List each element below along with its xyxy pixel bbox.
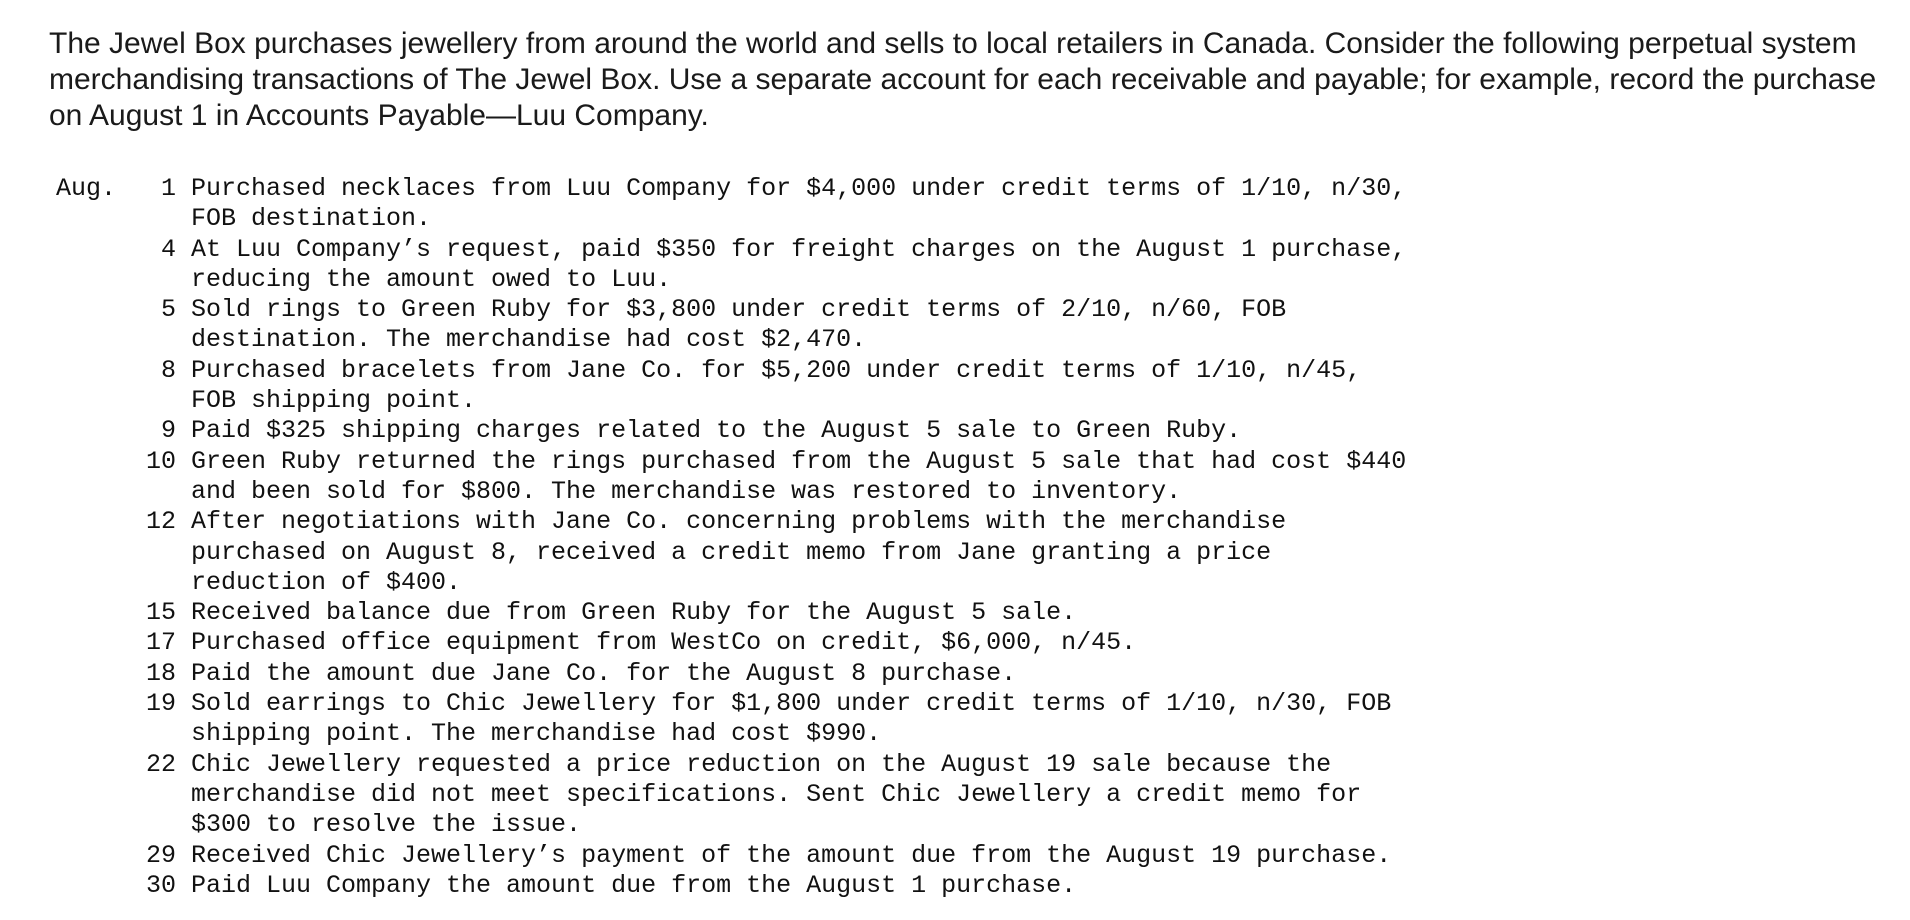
- description-line: Paid the amount due Jane Co. for the August 8 purchase.: [191, 658, 1017, 688]
- transaction-day: 29: [145, 840, 176, 870]
- problem-intro: The Jewel Box purchases jewellery from around the world and sells to local retailers in Canada. Consider the following perpetual system merchandising transactions of The Jewel Box. Use a separate account for each receivable and payable; for example, record the purchase on August 1 in Accounts Payable—Luu Company.: [49, 27, 1877, 132]
- transaction-row: [50, 507, 1406, 598]
- transaction-description: [191, 235, 1406, 296]
- transaction-month: [50, 447, 132, 508]
- transaction-row: [50, 416, 1406, 446]
- transaction-month: [50, 628, 132, 658]
- transaction-month: [50, 598, 132, 628]
- transaction-day: 12: [145, 507, 176, 537]
- transaction-day: 8: [160, 355, 176, 385]
- description-line: Received balance due from Green Ruby for the August 5 sale.: [191, 598, 1077, 628]
- description-line: FOB shipping point.: [191, 386, 477, 416]
- description-line: Received Chic Jewellery’s payment of the amount due from the August 19 purchase.: [191, 840, 1392, 870]
- transaction-description: [191, 689, 1406, 750]
- description-line: Purchased office equipment from WestCo on credit, $6,000, n/45.: [191, 628, 1137, 658]
- transaction-day: 4: [160, 234, 176, 264]
- description-line: destination. The merchandise had cost $2,470.: [191, 325, 867, 355]
- description-line: At Luu Company’s request, paid $350 for freight charges on the August 1 purchase,: [191, 234, 1407, 264]
- description-line: FOB destination.: [191, 204, 432, 234]
- transaction-row: [50, 750, 1406, 841]
- description-line: Purchased necklaces from Luu Company for $4,000 under credit terms of 1/10, n/30,: [191, 174, 1407, 203]
- transaction-description: [191, 841, 1406, 871]
- transaction-day: 10: [145, 446, 176, 476]
- transaction-row: [50, 447, 1406, 508]
- transaction-month: [50, 235, 132, 296]
- transaction-row: [50, 841, 1406, 871]
- transaction-row: [50, 356, 1406, 417]
- transaction-day: 5: [160, 295, 176, 325]
- description-line: Paid $325 shipping charges related to the August 5 sale to Green Ruby.: [191, 416, 1242, 446]
- description-line: purchased on August 8, received a credit memo from Jane granting a price: [191, 537, 1272, 567]
- transaction-description: [191, 174, 1406, 235]
- description-line: shipping point. The merchandise had cost $990.: [191, 719, 882, 749]
- transaction-row: [50, 174, 1406, 235]
- transaction-description: [191, 659, 1406, 689]
- transaction-day: 19: [145, 689, 176, 719]
- description-line: After negotiations with Jane Co. concerning problems with the merchandise: [191, 507, 1287, 537]
- transaction-row: [50, 659, 1406, 689]
- description-line: Sold rings to Green Ruby for $3,800 under credit terms of 2/10, n/60, FOB: [191, 295, 1287, 325]
- transaction-month: [50, 750, 132, 841]
- transaction-description: [191, 295, 1406, 356]
- transactions-body: [50, 174, 1406, 901]
- description-line: reducing the amount owed to Luu.: [191, 264, 672, 294]
- transactions-table: [50, 174, 1406, 901]
- description-line: $300 to resolve the issue.: [191, 810, 582, 840]
- transaction-month: Aug.: [56, 174, 117, 203]
- transaction-day: 9: [160, 416, 176, 446]
- description-line: Green Ruby returned the rings purchased from the August 5 sale that had cost $440: [191, 446, 1407, 476]
- transaction-row: [50, 871, 1406, 901]
- transaction-description: [191, 750, 1406, 841]
- transaction-month: [50, 295, 132, 356]
- transaction-row: [50, 235, 1406, 296]
- description-line: reduction of $400.: [191, 567, 462, 597]
- transaction-month: [50, 416, 132, 446]
- transaction-month: [50, 689, 132, 750]
- transaction-description: [191, 598, 1406, 628]
- description-line: merchandise did not meet specifications. Sent Chic Jewellery a credit memo for: [191, 779, 1362, 809]
- transaction-day: 1: [160, 174, 176, 203]
- transaction-description: [191, 447, 1406, 508]
- transaction-description: [191, 416, 1406, 446]
- transaction-row: [50, 598, 1406, 628]
- transaction-row: [50, 628, 1406, 658]
- transaction-month: [50, 871, 132, 901]
- transaction-day: 18: [145, 658, 176, 688]
- description-line: and been sold for $800. The merchandise was restored to inventory.: [191, 476, 1182, 506]
- transaction-month: [50, 356, 132, 417]
- description-line: Sold earrings to Chic Jewellery for $1,800 under credit terms of 1/10, n/30, FOB: [191, 689, 1392, 719]
- transaction-day: 17: [145, 628, 176, 658]
- transaction-month: [50, 659, 132, 689]
- transaction-description: [191, 356, 1406, 417]
- transaction-description: [191, 507, 1406, 598]
- transaction-row: [50, 689, 1406, 750]
- description-line: Purchased bracelets from Jane Co. for $5,200 under credit terms of 1/10, n/45,: [191, 355, 1362, 385]
- transaction-description: [191, 628, 1406, 658]
- description-line: Chic Jewellery requested a price reduction on the August 19 sale because the: [191, 749, 1332, 779]
- transaction-description: [191, 871, 1406, 901]
- transaction-day: 15: [145, 598, 176, 628]
- transaction-day: 22: [145, 749, 176, 779]
- transaction-day: 30: [145, 870, 176, 900]
- transaction-month: [50, 507, 132, 598]
- description-line: Paid Luu Company the amount due from the August 1 purchase.: [191, 870, 1077, 900]
- transaction-row: [50, 295, 1406, 356]
- transaction-month: [50, 841, 132, 871]
